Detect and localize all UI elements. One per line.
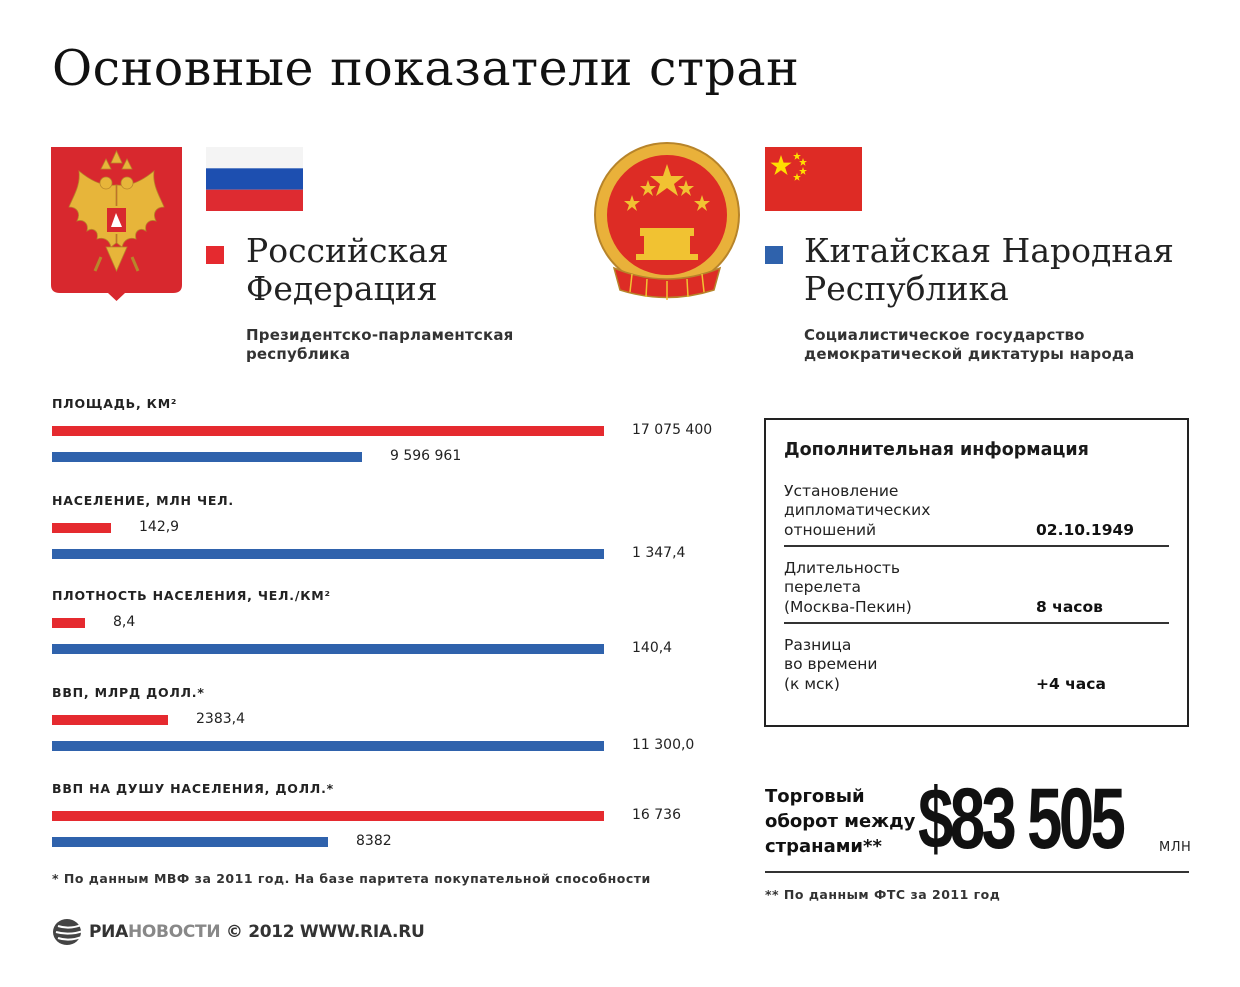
russia-bar — [52, 811, 604, 821]
russia-name-line1: Российская — [246, 231, 449, 270]
info-row-timediff — [784, 632, 1171, 694]
info-label-flight: Длительность перелета (Москва-Пекин) — [784, 558, 912, 616]
china-bar — [52, 452, 362, 462]
logo-ria: РИА — [89, 922, 128, 942]
russia-bar-value: 16 736 — [632, 807, 681, 823]
china-bar-value: 11 300,0 — [632, 737, 695, 753]
russia-desc-line2: республика — [246, 345, 351, 363]
china-flag-icon — [765, 147, 862, 211]
russia-bar — [52, 715, 168, 725]
info-label-timediff: Разница во времени (к мск) — [784, 635, 878, 693]
china-name-line1: Китайская Народная — [804, 231, 1174, 270]
info-row-flight — [784, 555, 1171, 617]
russia-name-line2: Федерация — [246, 269, 438, 308]
bar-group-label: ВВП НА ДУШУ НАСЕЛЕНИЯ, ДОЛЛ.* — [52, 781, 334, 796]
logo-text — [89, 922, 425, 942]
info-value-timediff: +4 часа — [1036, 674, 1106, 693]
info-title: Дополнительная информация — [784, 440, 1089, 460]
imf-footnote: * По данным МВФ за 2011 год. На базе паритета покупательной способности — [52, 871, 651, 886]
china-bar — [52, 837, 328, 847]
russia-bar — [52, 618, 85, 628]
china-bar-value: 1 347,4 — [632, 545, 686, 561]
info-label-diplomatic: Установление дипломатических отношений — [784, 481, 931, 539]
info-value-flight: 8 часов — [1036, 597, 1103, 616]
logo-novosti: НОВОСТИ — [127, 922, 221, 942]
russia-desc-line1: Президентско-парламентская — [246, 326, 514, 344]
russia-coat-of-arms-icon — [51, 147, 182, 301]
trade-label: Торговый оборот между странами** — [765, 786, 916, 857]
page-title: Основные показатели стран — [52, 40, 800, 97]
additional-info-box — [764, 418, 1189, 727]
russia-bar-value: 2383,4 — [196, 711, 245, 727]
china-bar-value: 140,4 — [632, 640, 673, 656]
china-bar-value: 8382 — [356, 833, 392, 849]
russia-bar-value: 8,4 — [113, 614, 136, 630]
bar-group-label: ПЛОЩАДЬ, КМ² — [52, 396, 178, 411]
russia-bar-value: 142,9 — [139, 519, 180, 535]
china-name-line2: Республика — [804, 269, 1009, 308]
trade-divider — [765, 871, 1189, 873]
ria-globe-icon — [52, 918, 86, 946]
china-bar — [52, 741, 604, 751]
trade-unit: МЛН — [1159, 840, 1192, 855]
russia-bar — [52, 426, 604, 436]
fts-footnote: ** По данным ФТС за 2011 год — [765, 887, 1001, 902]
trade-value: $83 505 — [918, 771, 1123, 867]
info-divider — [784, 622, 1169, 624]
info-value-diplomatic: 02.10.1949 — [1036, 520, 1135, 539]
bar-group-label: НАСЕЛЕНИЕ, МЛН ЧЕЛ. — [52, 493, 234, 508]
china-legend-marker — [765, 246, 783, 264]
russia-name — [246, 232, 449, 308]
russia-description — [246, 326, 514, 364]
china-description — [804, 326, 1134, 364]
china-bar-value: 9 596 961 — [390, 448, 462, 464]
china-name — [804, 232, 1174, 308]
china-emblem-icon — [592, 140, 742, 303]
ria-novosti-logo — [52, 918, 425, 946]
bar-group-label: ПЛОТНОСТЬ НАСЕЛЕНИЯ, ЧЕЛ./КМ² — [52, 588, 331, 603]
china-desc-line1: Социалистическое государство — [804, 326, 1085, 344]
russia-bar-value: 17 075 400 — [632, 422, 713, 438]
russia-bar — [52, 523, 111, 533]
bar-group-label: ВВП, МЛРД ДОЛЛ.* — [52, 685, 205, 700]
china-bar — [52, 549, 604, 559]
logo-copyright: © 2012 WWW.RIA.RU — [225, 922, 425, 942]
russia-legend-marker — [206, 246, 224, 264]
russia-flag-icon — [206, 147, 303, 211]
china-desc-line2: демократической диктатуры народа — [804, 345, 1135, 363]
info-divider — [784, 545, 1169, 547]
china-bar — [52, 644, 604, 654]
info-row-diplomatic — [784, 478, 1171, 540]
